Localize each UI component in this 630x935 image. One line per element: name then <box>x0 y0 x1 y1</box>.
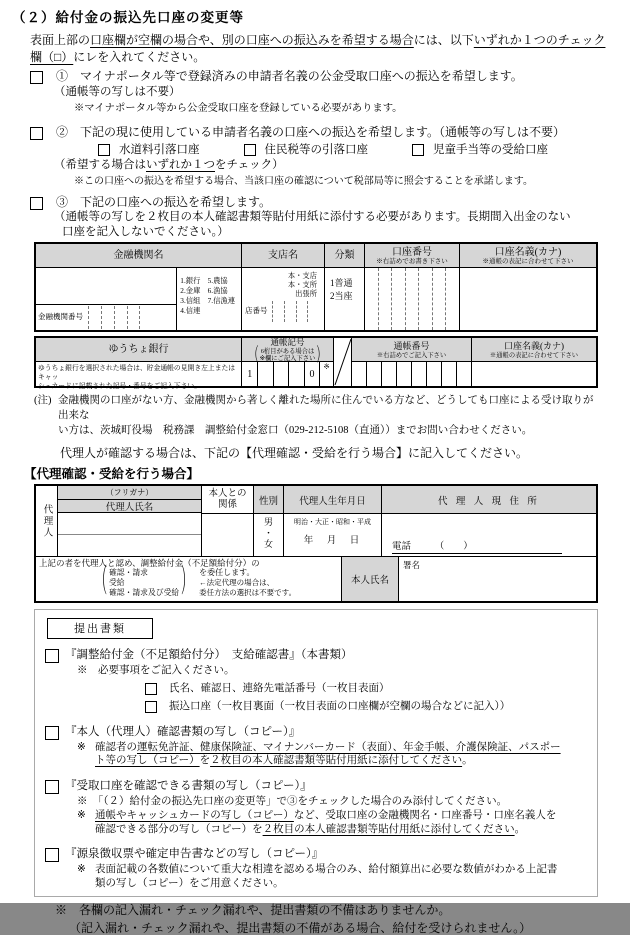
doc-item-account-proof <box>45 778 597 837</box>
class-options[interactable] <box>325 268 364 330</box>
sex-options[interactable] <box>254 514 283 556</box>
slash-column <box>334 338 352 386</box>
bank-name-input-area[interactable] <box>36 268 177 330</box>
class-column <box>325 244 365 330</box>
option-3-label: ③ 下記の口座への振込を希望します。 <box>56 194 271 210</box>
footer-line2: （記入漏れ・チェック漏れや、提出書類の不備がある場合、給付を受けられません。） <box>69 921 630 935</box>
holder-name-title: 口座名義(カナ) <box>495 247 562 258</box>
consent-line1: 上記の者を代理人と認め、調整給付金（不足額給付分）の <box>39 558 341 568</box>
checkbox-doc-tax-slip[interactable] <box>45 848 59 862</box>
water-account-label: 水道料引落口座 <box>119 142 200 158</box>
intro-underlined: 口座欄が空欄の場合や、別の口座への振込みを希望する場合 <box>90 33 414 47</box>
institution-type: 4.信連 <box>180 306 241 316</box>
note-underlined: ２枚目の本人確認書類等貼付用紙に添付してください <box>263 824 515 835</box>
documents-box <box>34 609 598 897</box>
branch-input-area[interactable] <box>242 268 324 330</box>
doc-item-title: 『源泉徴収票や確定申告書などの写し（コピー）』 <box>65 846 323 862</box>
option-2-block <box>30 124 630 188</box>
account-number-title: 口座番号 <box>392 247 432 258</box>
option-2-sub-text: をチェック） <box>215 159 284 171</box>
yucho-holder-column <box>472 338 596 386</box>
footer-line1: ※ 各欄の記入漏れ・チェック漏れや、提出書類の不備はありませんか。 <box>55 903 630 918</box>
sex-separator: ・ <box>264 528 273 539</box>
holder-name-note: ※通帳の表記に合わせて下さい <box>483 258 574 265</box>
doc-item-confirmation-form <box>45 647 597 714</box>
yucho-symbol-column <box>242 338 334 386</box>
proxy-table <box>34 484 598 603</box>
yucho-holder-title: 口座名義(カナ) <box>504 341 564 352</box>
address-input-area[interactable] <box>382 514 596 556</box>
yucho-symbol-note1: 6桁目がある場合は <box>261 348 315 355</box>
yucho-symbol-header <box>242 338 333 362</box>
intro-paragraph <box>30 32 612 66</box>
checkbox-tax-account[interactable] <box>244 144 256 156</box>
bracket-open: （ <box>250 343 259 366</box>
subcheck-label: 氏名、確認日、連絡先電話番号（一枚目表面） <box>169 681 390 696</box>
institution-type: 3.信組 7.信漁連 <box>180 296 241 306</box>
tax-account-label: 住民税等の引落口座 <box>265 142 369 158</box>
holder-name-column <box>460 244 596 330</box>
option-2-sub-text: （希望する場合は <box>54 159 146 171</box>
phone-line[interactable]: 電話 （ ） <box>392 538 562 554</box>
bracket-close: ） <box>316 343 325 366</box>
sex-option-male: 男 <box>264 517 273 528</box>
intro-text: には、以下 <box>414 33 474 47</box>
doc-item-note <box>95 809 565 836</box>
yucho-holder-header <box>472 338 596 362</box>
intro-text: にレを入れてください。 <box>73 50 205 64</box>
consent-option-confirm-claim: 確認・請求 <box>109 568 179 578</box>
doc-item-identity-copy <box>45 724 597 768</box>
class-header: 分類 <box>325 244 364 268</box>
option-3-sub-line1: （通帳等の写しを２枚目の本人確認書類等貼付用紙に添付する必要があります。長期間入出金のない <box>54 210 630 225</box>
checkbox-childcare-account[interactable] <box>412 144 424 156</box>
institution-number-row <box>36 304 176 330</box>
checkbox-name-date-phone[interactable] <box>145 683 157 695</box>
note-underlined: 運転免許証、健康保険証、マイナンバーカード（表面）、年金手帳、介護保険証、パスポート等の写し（コピー） <box>95 742 561 767</box>
yucho-holder-input-area[interactable] <box>472 362 596 386</box>
doc-item-note: ※ 「（２）給付金の振込先口座の変更等」で③をチェックした場合のみ添付してください。 <box>77 795 597 809</box>
branch-kind: 本・支店 <box>242 271 317 280</box>
note-text: など、受取口座の金融機関名・口座番号・口座名義人を確認できる部分の写し（コピー）を <box>95 810 556 835</box>
proxy-name-column <box>58 486 202 556</box>
option-3-block <box>30 194 630 240</box>
option-1-label: ① マイナポータル等で登録済みの申請者名義の公金受取口座への振込を希望します。 <box>56 68 523 85</box>
holder-name-input-area[interactable] <box>460 268 596 330</box>
subcheck-label: 振込口座（一枚目裏面（一枚目表面の口座欄が空欄の場合などに記入）） <box>169 699 510 714</box>
note-text: 。 <box>462 755 473 766</box>
birthdate-column <box>284 486 382 556</box>
doc-item-title: 『本人（代理人）確認書類の写し（コピー）』 <box>65 724 300 740</box>
option-1-sub: （通帳等の写しは不要） <box>54 85 630 100</box>
institution-type: 2.金庫 6.漁協 <box>180 286 241 296</box>
relation-column <box>202 486 254 556</box>
relation-input-area[interactable] <box>202 514 253 556</box>
intro-text: 表面上部の <box>30 33 90 47</box>
branch-number-row <box>242 301 324 322</box>
yucho-holder-note: ※通帳の表記に合わせて下さい <box>490 352 578 359</box>
doc-item-note: 表面記載の各数値について重大な相違を認める場合のみ、給付額算出に必要な数値がわかる上記書類の写し（コピー）をご用意ください。 <box>95 863 565 890</box>
option-2-sub <box>54 158 630 173</box>
page-title: （２）給付金の振込先口座の変更等 <box>12 0 630 27</box>
yucho-bank-table <box>34 336 598 388</box>
option-1-note: ※マイナポータル等から公金受取口座を登録している必要があります。 <box>74 102 630 115</box>
yucho-number-column <box>352 338 472 386</box>
yucho-symbol-digit-1[interactable]: 1 <box>242 362 257 386</box>
yucho-number-header <box>352 338 471 362</box>
note-line2: い方は、茨城町役場 税務課 調整給付金窓口（029-212-5108（直通））までお問い合わせください。 <box>58 423 594 438</box>
yucho-extra-digit-cell[interactable]: ※ <box>319 362 333 386</box>
option-2-subchecks <box>98 142 630 158</box>
birthdate-header: 代理人生年月日 <box>284 486 381 514</box>
asterisk-mark: ※ <box>77 863 95 890</box>
branch-kind-list <box>242 268 324 298</box>
proxy-intro: 代理人が確認する場合は、下記の【代理確認・受給を行う場合】に記入してください。 <box>60 445 630 461</box>
yucho-number-title: 通帳番号 <box>393 341 429 352</box>
signature-cell[interactable] <box>399 557 596 601</box>
account-number-note: ※右詰めでお書き下さい <box>376 258 448 265</box>
documents-box-label: 提出書類 <box>47 618 153 639</box>
brace-open: （ <box>96 569 107 598</box>
sex-option-female: 女 <box>264 539 273 550</box>
bank-name-column <box>36 244 242 330</box>
consent-delegate-text: を委任します。 <box>199 568 296 578</box>
proxy-section-title: 【代理確認・受給を行う場合】 <box>24 466 630 482</box>
checkbox-doc-confirmation-form[interactable] <box>45 649 59 663</box>
account-number-cells[interactable] <box>365 268 459 330</box>
note-line1: 金融機関の口座がない方、金融機関から著しく離れた場所に住んでいる方など、どうしても口座による受け取りが出来な <box>58 393 594 423</box>
yucho-symbol-digit-4[interactable] <box>288 362 303 386</box>
diagonal-slash <box>334 338 352 386</box>
branch-column <box>242 244 325 330</box>
institution-type: 1.銀行 5.農協 <box>180 276 241 286</box>
consent-option-receive: 受給 <box>109 578 179 588</box>
asterisk-mark: ※ <box>77 809 95 836</box>
note-label: (注) <box>34 393 58 438</box>
institution-number-cells[interactable] <box>88 306 140 329</box>
note-underlined: ２枚目の本人確認書類等貼付用紙に添付してください <box>210 755 462 766</box>
relation-header-line2: 関係 <box>218 500 237 511</box>
furigana-input-area[interactable] <box>58 513 201 534</box>
account-number-column <box>365 244 460 330</box>
consent-note-line2: 委任方法の選択は不要です。 <box>199 588 296 598</box>
relation-header <box>202 486 253 514</box>
option-2-label: ② 下記の現に使用している申請者名義の口座への振込を希望します。（通帳等の写しは不要） <box>56 124 565 140</box>
yucho-number-note: ※右詰めでご記入下さい <box>377 352 446 359</box>
holder-name-header <box>460 244 596 268</box>
doc-item-tax-slip <box>45 846 597 890</box>
branch-number-cells[interactable] <box>272 301 308 322</box>
institution-number-label: 金融機関番号 <box>38 311 83 322</box>
yucho-symbol-title: 通帳記号 <box>270 337 304 348</box>
consent-text-cell <box>36 557 342 601</box>
yucho-instruction-line2: シュカードに記載された記号・番号をご記入下さい。 <box>38 382 239 391</box>
checkbox-option-1[interactable] <box>30 71 43 84</box>
yucho-instruction <box>36 362 241 386</box>
asterisk-mark: ※ <box>77 741 95 768</box>
yucho-number-cells[interactable] <box>352 362 471 386</box>
doc-item-title: 『調整給付金（不足額給付分） 支給確認書』（本書類） <box>65 647 353 663</box>
intro-underlined: いずれか１つのチェック <box>474 33 606 47</box>
note-text: 確認者の <box>95 742 137 753</box>
sex-header: 性別 <box>254 486 283 514</box>
address-column <box>382 486 596 556</box>
checkbox-transfer-account[interactable] <box>145 701 157 713</box>
proxy-side-label: 代理人 <box>40 504 54 539</box>
option-1-block <box>30 68 630 115</box>
yucho-symbol-digit-2[interactable] <box>257 362 272 386</box>
checkbox-option-3[interactable] <box>30 197 43 210</box>
proxy-side-label-cell <box>36 486 58 556</box>
branch-number-label: 店番号 <box>245 305 268 316</box>
yucho-symbol-digit-3[interactable] <box>273 362 288 386</box>
bank-name-header: 金融機関名 <box>36 244 241 268</box>
proxy-name-input-area[interactable] <box>58 534 201 555</box>
address-header: 代 理 人 現 住 所 <box>382 486 596 514</box>
ymd-labels: 年 月 日 <box>284 532 381 546</box>
relation-header-line1: 本人との <box>208 489 246 500</box>
yucho-instruction-line1: ゆうちょ銀行を選択された場合は、貯金通帳の見開き左上またはキャッ <box>38 364 239 382</box>
yucho-symbol-digit-5[interactable]: 0 <box>304 362 319 386</box>
contact-note <box>34 393 630 438</box>
doc-item-note: ※ 必要事項をご記入ください。 <box>77 664 597 678</box>
proxy-name-header: 代理人氏名 <box>58 500 201 513</box>
birthdate-input-area[interactable] <box>284 514 381 556</box>
branch-kind: 出張所 <box>242 289 317 298</box>
checkbox-doc-identity-copy[interactable] <box>45 726 59 740</box>
institution-type-list <box>177 268 241 330</box>
doc-item-title: 『受取口座を確認できる書類の写し（コピー）』 <box>65 778 312 794</box>
bank-account-table <box>34 242 598 332</box>
sex-column <box>254 486 284 556</box>
footer-reminder <box>55 903 630 935</box>
furigana-header: （フリガナ） <box>58 486 201 500</box>
doc-item-note <box>95 741 565 768</box>
checkbox-option-2[interactable] <box>30 127 43 140</box>
branch-header: 支店名 <box>242 244 324 268</box>
intro-underlined: 欄（□） <box>30 50 73 64</box>
yucho-bank-name: ゆうちょ銀行 <box>36 338 241 362</box>
note-underlined: 通帳やキャッシュカードの写し（コピー） <box>95 810 294 821</box>
class-option-toza: 2当座 <box>330 290 364 303</box>
yucho-name-column <box>36 338 242 386</box>
account-number-header <box>365 244 459 268</box>
checkbox-doc-account-proof[interactable] <box>45 780 59 794</box>
option-3-sub-line2: 口座を記入しないでください。） <box>62 225 630 240</box>
branch-kind: 本・支所 <box>242 280 317 289</box>
signature-label: 署名 <box>403 560 420 570</box>
class-option-futsu: 1普通 <box>330 277 364 290</box>
note-text: を <box>200 755 211 766</box>
childcare-account-label: 児童手当等の受給口座 <box>433 142 548 158</box>
checkbox-water-account[interactable] <box>98 144 110 156</box>
brace-close: ） <box>181 569 192 598</box>
consent-note-line1: ←法定代理の場合は、 <box>199 578 296 588</box>
option-2-sub-underlined: いずれか１つ <box>146 159 215 171</box>
note-text: 。 <box>515 824 526 835</box>
principal-name-header: 本人氏名 <box>342 557 399 601</box>
yucho-symbol-note2: ※欄にご記入下さい <box>260 355 316 362</box>
option-2-note: ※この口座への振込を希望する場合、当該口座の確認について税部局等に照会することを承諾します。 <box>74 175 630 188</box>
consent-option-both: 確認・請求及び受給 <box>109 588 179 598</box>
era-options: 明治・大正・昭和・平成 <box>284 517 381 527</box>
